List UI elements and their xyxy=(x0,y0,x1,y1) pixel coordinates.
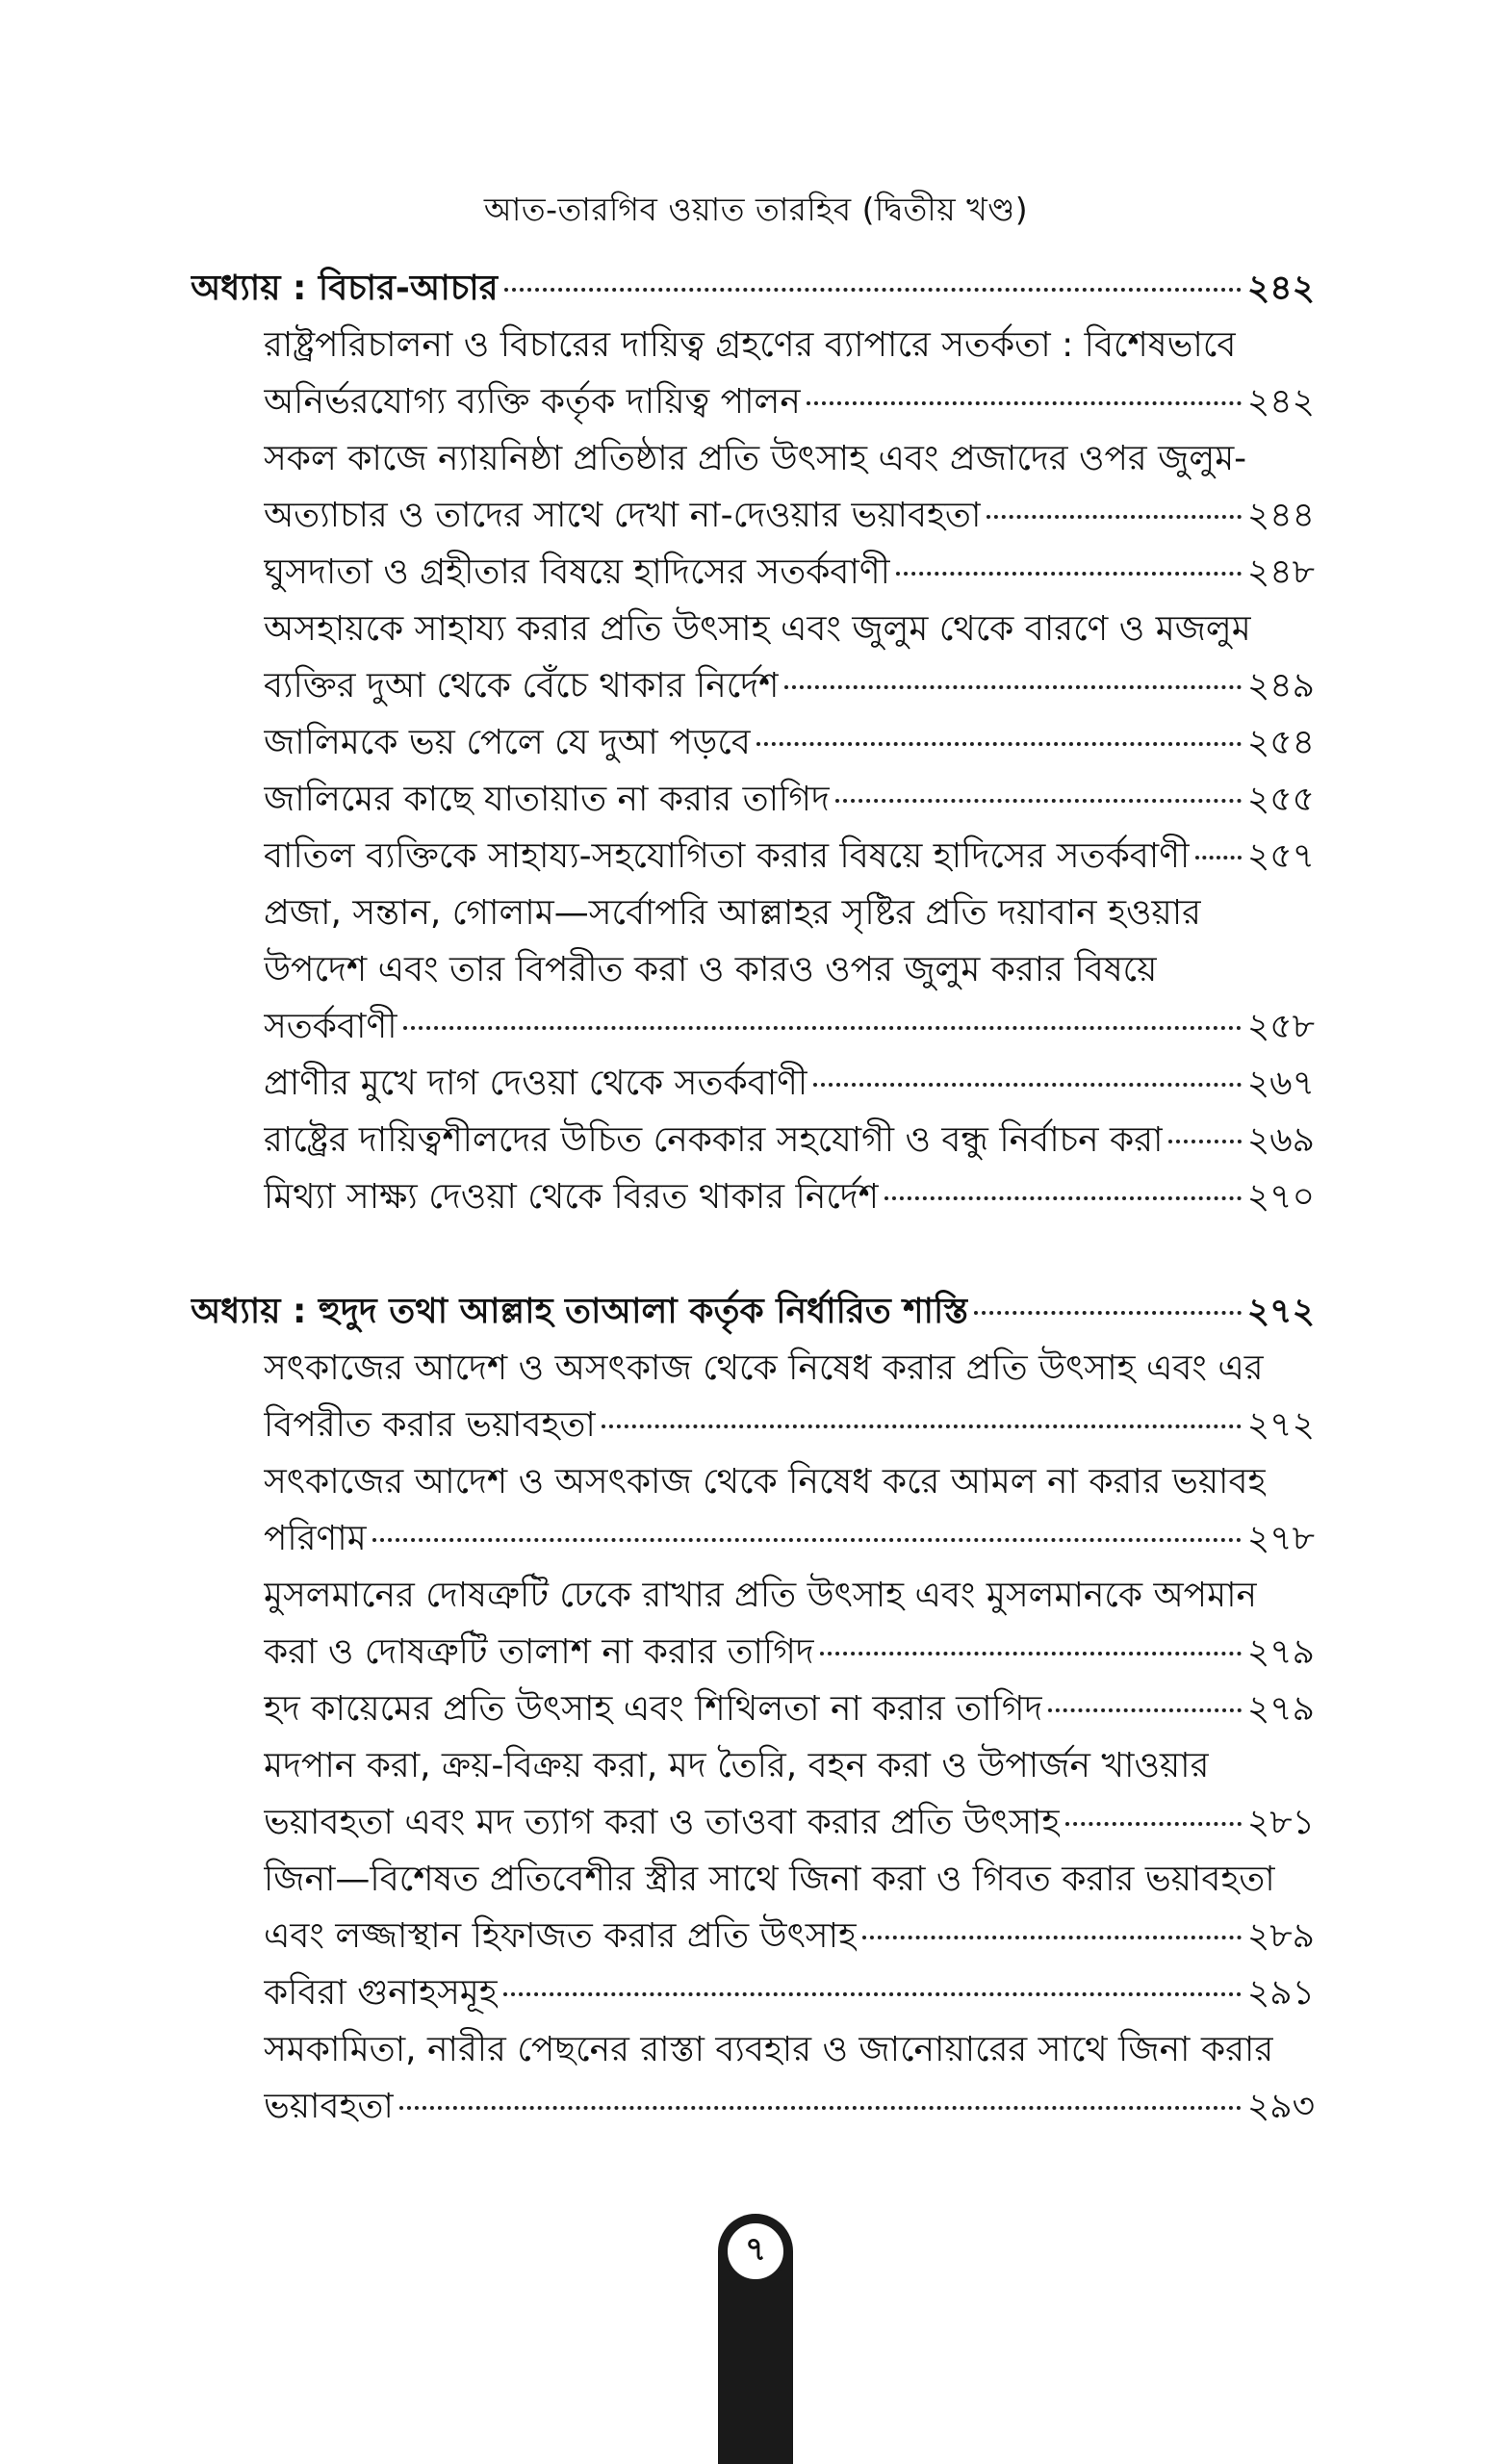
entry-page-number: ২৯৩ xyxy=(1246,2087,1315,2126)
entry-title: প্রজা, সন্তান, গোলাম—সর্বোপরি আল্লাহর সৃষ্টির প্রতি দয়াবান হওয়ার xyxy=(264,893,1201,933)
entry-title: মদপান করা, ক্রয়-বিক্রয় করা, মদ তৈরি, বহন করা ও উপার্জন খাওয়ার xyxy=(264,1746,1210,1785)
toc-entry[interactable] xyxy=(191,1796,1315,1853)
entry-title: উপদেশ এবং তার বিপরীত করা ও কারও ওপর জুলুম করার বিষয়ে xyxy=(264,950,1158,989)
dot-leader xyxy=(987,515,1241,519)
entry-title: ভয়াবহতা xyxy=(264,2087,394,2126)
toc-entry[interactable] xyxy=(191,1114,1315,1170)
entry-title: করা ও দোষত্রুটি তালাশ না করার তাগিদ xyxy=(264,1632,814,1672)
entry-title: অসহায়কে সাহায্য করার প্রতি উৎসাহ এবং জুলুম থেকে বারণে ও মজলুম xyxy=(264,609,1251,649)
toc-entry[interactable] xyxy=(191,773,1315,830)
toc-entry[interactable] xyxy=(191,1455,1315,1512)
entry-title: ব্যক্তির দুআ থেকে বেঁচে থাকার নির্দেশ xyxy=(264,666,780,706)
dot-leader xyxy=(399,2106,1242,2110)
entry-title: সৎকাজের আদেশ ও অসৎকাজ থেকে নিষেধ করে আমল না করার ভয়াবহ xyxy=(264,1462,1267,1502)
entry-title: পরিণাম xyxy=(264,1519,367,1558)
dot-leader xyxy=(896,572,1242,576)
entry-title: সৎকাজের আদেশ ও অসৎকাজ থেকে নিষেধ করার প্রতি উৎসাহ এবং এর xyxy=(264,1348,1264,1388)
entry-page-number: ২৯১ xyxy=(1246,1973,1315,2013)
entry-page-number: ২৬৭ xyxy=(1246,1064,1315,1103)
toc-entry[interactable] xyxy=(191,1170,1315,1227)
toc-entry[interactable] xyxy=(191,1910,1315,1966)
dot-leader xyxy=(835,799,1242,803)
toc-entry[interactable] xyxy=(191,830,1315,886)
entry-title: সকল কাজে ন্যায়নিষ্ঠা প্রতিষ্ঠার প্রতি উৎসাহ এবং প্রজাদের ওপর জুলুম- xyxy=(264,439,1247,478)
toc-entry[interactable] xyxy=(191,1966,1315,2023)
toc-entry[interactable] xyxy=(191,1000,1315,1057)
entry-page-number: ২৭২ xyxy=(1246,1405,1315,1445)
chapter-section xyxy=(191,1285,1315,2137)
chapter-title: অধ্যায় : বিচার-আচার xyxy=(191,269,499,308)
toc-entry[interactable] xyxy=(191,1853,1315,1910)
entry-title: জালিমকে ভয় পেলে যে দুআ পড়বে xyxy=(264,723,751,762)
dot-leader xyxy=(807,401,1242,405)
chapter-title: অধ্যায় : হুদুদ তথা আল্লাহ তাআলা কর্তৃক নির্ধারিত শাস্তি xyxy=(191,1292,969,1331)
entry-title: অত্যাচার ও তাদের সাথে দেখা না-দেওয়ার ভয়াবহতা xyxy=(264,496,982,535)
toc-entry[interactable] xyxy=(191,546,1315,603)
table-of-contents xyxy=(191,262,1315,2137)
entry-title: ভয়াবহতা এবং মদ ত্যাগ করা ও তাওবা করার প্রতি উৎসাহ xyxy=(264,1803,1061,1842)
dot-leader xyxy=(884,1196,1242,1200)
entry-title: রাষ্ট্রের দায়িত্বশীলদের উচিত নেককার সহযোগী ও বন্ধু নির্বাচন করা xyxy=(264,1120,1164,1160)
entry-page-number: ২৬৯ xyxy=(1246,1120,1315,1160)
entry-title: জিনা—বিশেষত প্রতিবেশীর স্ত্রীর সাথে জিনা করা ও গিবত করার ভয়াবহতা xyxy=(264,1860,1275,1899)
dot-leader xyxy=(1048,1708,1241,1712)
page-number: ৭ xyxy=(724,2220,787,2283)
entry-page-number: ২৮৯ xyxy=(1246,1916,1315,1956)
entry-title: অনির্ভরযোগ্য ব্যক্তি কর্তৃক দায়িত্ব পালন xyxy=(264,382,801,422)
entry-page-number: ২৭৯ xyxy=(1246,1632,1315,1672)
toc-entry[interactable] xyxy=(191,1342,1315,1399)
entry-title: সতর্কবাণী xyxy=(264,1007,397,1046)
toc-entry[interactable] xyxy=(191,319,1315,375)
running-title: আত-তারগিব ওয়াত তারহিব (দ্বিতীয় খণ্ড) xyxy=(483,191,1029,228)
toc-entry[interactable] xyxy=(191,1569,1315,1626)
toc-entry[interactable] xyxy=(191,1057,1315,1114)
entry-page-number: ২৮১ xyxy=(1246,1803,1315,1842)
toc-entry[interactable] xyxy=(191,1739,1315,1796)
toc-entry[interactable] xyxy=(191,943,1315,1000)
toc-entry[interactable] xyxy=(191,2023,1315,2080)
chapter-page-number: ২৭২ xyxy=(1246,1292,1315,1331)
toc-entry[interactable] xyxy=(191,432,1315,489)
toc-entry[interactable] xyxy=(191,659,1315,716)
entry-title: হদ কায়েমের প্রতি উৎসাহ এবং শিথিলতা না করার তাগিদ xyxy=(264,1689,1043,1729)
entry-title: সমকামিতা, নারীর পেছনের রাস্তা ব্যবহার ও জানোয়ারের সাথে জিনা করার xyxy=(264,2030,1274,2069)
toc-entry[interactable] xyxy=(191,2080,1315,2137)
chapter-heading[interactable] xyxy=(191,1285,1315,1342)
entry-page-number: ২৭৮ xyxy=(1246,1519,1315,1558)
entry-page-number: ২৪৯ xyxy=(1246,666,1315,706)
toc-entry[interactable] xyxy=(191,716,1315,773)
entry-title: জালিমের কাছে যাতায়াত না করার তাগিদ xyxy=(264,780,830,819)
dot-leader xyxy=(784,685,1241,689)
dot-leader xyxy=(1168,1140,1241,1143)
toc-entry[interactable] xyxy=(191,1626,1315,1682)
toc-entry[interactable] xyxy=(191,1682,1315,1739)
entry-title: মিথ্যা সাক্ষ্য দেওয়া থেকে বিরত থাকার নির্দেশ xyxy=(264,1177,879,1217)
entry-page-number: ২৪৪ xyxy=(1246,496,1315,535)
dot-leader xyxy=(403,1026,1242,1030)
dot-leader xyxy=(813,1083,1242,1087)
entry-title: ঘুসদাতা ও গ্রহীতার বিষয়ে হাদিসের সতর্কবাণী xyxy=(264,552,890,592)
entry-title: মুসলমানের দোষত্রুটি ঢেকে রাখার প্রতি উৎসাহ এবং মুসলমানকে অপমান xyxy=(264,1576,1257,1615)
chapter-section xyxy=(191,262,1315,1227)
entry-page-number: ২৪৮ xyxy=(1246,552,1315,592)
chapter-page-number: ২৪২ xyxy=(1246,269,1315,308)
dot-leader xyxy=(862,1936,1242,1939)
chapter-heading[interactable] xyxy=(191,262,1315,319)
entry-page-number: ২৭৯ xyxy=(1246,1689,1315,1729)
entry-title: এবং লজ্জাস্থান হিফাজত করার প্রতি উৎসাহ xyxy=(264,1916,857,1956)
dot-leader xyxy=(974,1311,1242,1315)
dot-leader xyxy=(504,288,1242,292)
entry-page-number: ২৫৭ xyxy=(1246,836,1315,876)
toc-entry[interactable] xyxy=(191,489,1315,546)
dot-leader xyxy=(372,1538,1242,1542)
entry-title: কবিরা গুনাহসমূহ xyxy=(264,1973,498,2013)
dot-leader xyxy=(1195,856,1241,860)
toc-entry[interactable] xyxy=(191,603,1315,659)
toc-entry[interactable] xyxy=(191,1512,1315,1569)
dot-leader xyxy=(756,742,1242,746)
entry-title: রাষ্ট্রপরিচালনা ও বিচারের দায়িত্ব গ্রহণের ব্যাপারে সতর্কতা : বিশেষভাবে xyxy=(264,325,1237,365)
entry-page-number: ২৭০ xyxy=(1246,1177,1315,1217)
entry-page-number: ২৪২ xyxy=(1246,382,1315,422)
entry-title: বাতিল ব্যক্তিকে সাহায্য-সহযোগিতা করার বিষয়ে হাদিসের সতর্কবাণী xyxy=(264,836,1191,876)
entry-page-number: ২৫৫ xyxy=(1246,780,1315,819)
dot-leader xyxy=(1065,1822,1242,1826)
entry-title: প্রাণীর মুখে দাগ দেওয়া থেকে সতর্কবাণী xyxy=(264,1064,808,1103)
dot-leader xyxy=(820,1652,1242,1656)
toc-entry[interactable] xyxy=(191,886,1315,943)
dot-leader xyxy=(602,1424,1242,1428)
toc-entry[interactable] xyxy=(191,375,1315,432)
entry-page-number: ২৫৪ xyxy=(1246,723,1315,762)
entry-title: বিপরীত করার ভয়াবহতা xyxy=(264,1405,596,1445)
dot-leader xyxy=(503,1992,1242,1996)
entry-page-number: ২৫৮ xyxy=(1246,1007,1315,1046)
toc-entry[interactable] xyxy=(191,1399,1315,1455)
